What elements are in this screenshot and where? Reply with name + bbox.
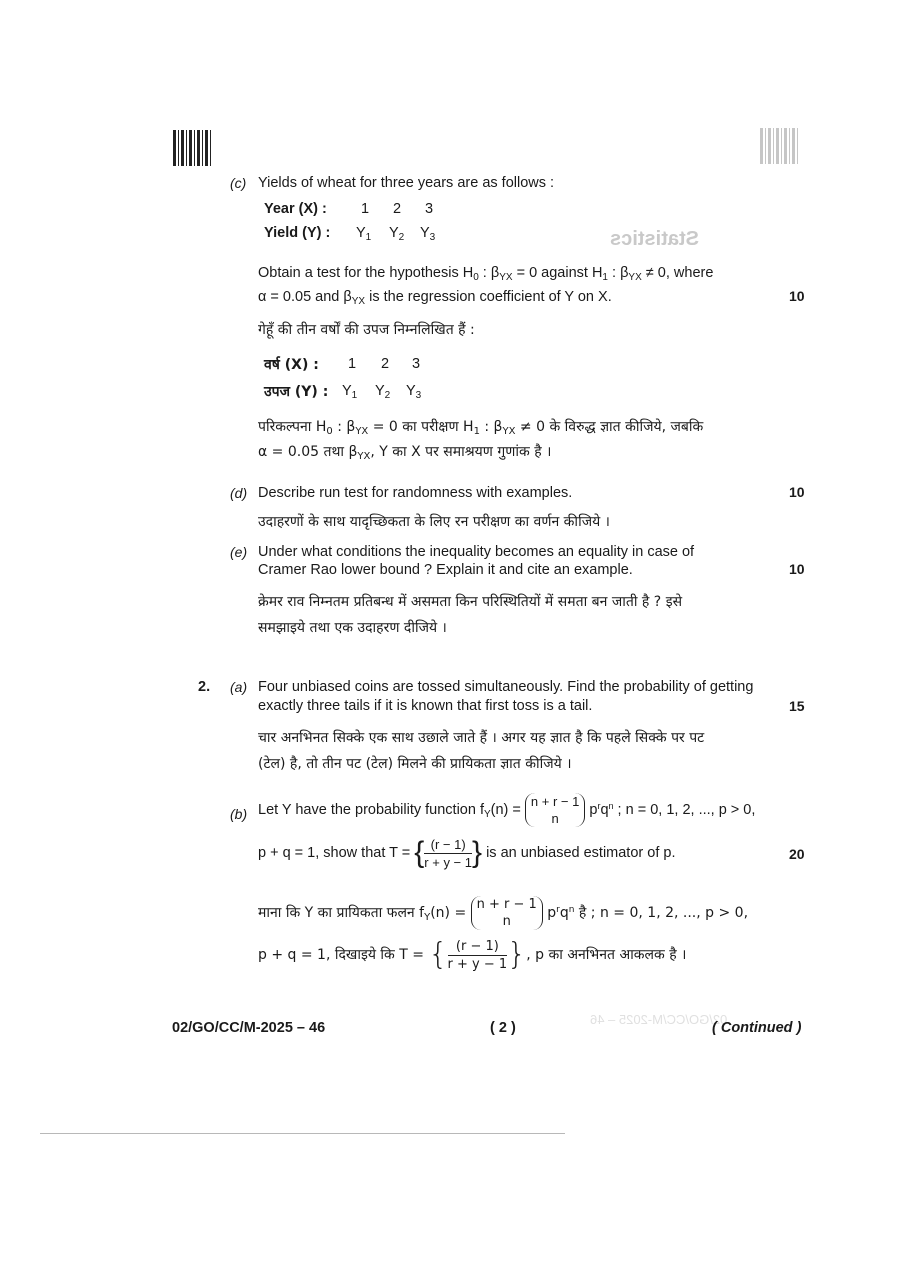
q2b-label: (b) — [230, 806, 248, 822]
q1c-year-label: Year (X) : — [264, 201, 327, 217]
q2a-label: (a) — [230, 679, 248, 695]
q2b-binomial: n + r − 1 n — [525, 793, 585, 827]
q1c-label: (c) — [230, 175, 247, 191]
q1c-hi-year-1: 1 — [348, 356, 357, 372]
q2a-hi-line1: चार अनभिनत सिक्के एक साथ उछाले जाते हैं । अगर यह ज्ञात है कि पहले सिक्के पर पट — [258, 730, 705, 746]
q1c-yield-2: $Y_2$ — [389, 225, 405, 243]
q1c-hi-yield-label: उपज (Y) : — [264, 384, 329, 400]
q1c-yield-label: Yield (Y) : — [264, 225, 331, 241]
q1e-hi-line1: क्रेमर राव निम्नतम प्रतिबन्ध में असमता किन परिस्थितियों में समता बन जाती है ? इसे — [258, 594, 683, 610]
show-through-heading: Statistics — [610, 228, 699, 250]
q1d-label: (d) — [230, 485, 248, 501]
q1c-hi-year-2: 2 — [381, 356, 390, 372]
q2a-en-line1: Four unbiased coins are tossed simultaneously. Find the probability of getting — [258, 679, 754, 695]
q1c-marks: 10 — [789, 288, 805, 304]
q2b-en-estimator-line: p + q = 1, show that T = { $\frac{(r - 1)}{r + y - 1}$ } is an unbiased estimator of p. — [258, 836, 676, 870]
footer-page-number: ( 2 ) — [490, 1020, 516, 1036]
q1c-hi-yield-1: $Y_1$ — [342, 383, 358, 401]
q1c-hi-yield-3: $Y_3$ — [406, 383, 422, 401]
q2a-marks: 15 — [789, 698, 805, 714]
q1e-hi-line2: समझाइये तथा एक उदाहरण दीजिये । — [258, 620, 447, 636]
q1c-yield-1: $Y_1$ — [356, 225, 372, 243]
q1c-hi-hypothesis-line: परिकल्पना $H_0$ : $\beta_{YX} = 0$ का परीक्षण $H_1$ : $\beta_{YX} \ne 0$ के विरुद्ध ज्ञात कीजिये, जबकि — [258, 419, 704, 437]
q1c-intro: Yields of wheat for three years are as follows : — [258, 175, 555, 191]
q1c-hi-year-label: वर्ष (X) : — [264, 357, 319, 373]
q2b-hi-estimator-line: p + q = 1, दिखाइये कि T = { $\frac{(r - 1)}{r + y - 1}$ }, p का अनभिनत आकलक है । — [258, 937, 687, 972]
q2b-hi-fraction: $\frac{(r - 1)}{r + y - 1}$ — [447, 938, 508, 972]
q1c-hi-intro: गेहूँ की तीन वर्षों की उपज निम्नलिखित हैं : — [258, 322, 475, 338]
q1c-hi-alpha-line: α = 0.05 तथा $\beta_{YX}$, Y का X पर समाश्रयण गुणांक है । — [258, 444, 552, 462]
q1c-yield-3: $Y_3$ — [420, 225, 436, 243]
q1e-en-line1: Under what conditions the inequality becomes an equality in case of — [258, 544, 695, 560]
q1d-hi: उदाहरणों के साथ यादृच्छिकता के लिए रन परीक्षण का वर्णन कीजिये । — [258, 514, 610, 530]
q1d-en: Describe run test for randomness with examples. — [258, 485, 573, 501]
q1c-year-2: 2 — [393, 201, 402, 217]
q2b-marks: 20 — [789, 846, 805, 862]
q2a-en-line2: exactly three tails if it is known that first toss is a tail. — [258, 698, 593, 714]
footer-exam-code: 02/GO/CC/M-2025 – 46 — [172, 1020, 326, 1036]
q1c-year-1: 1 — [361, 201, 370, 217]
qr-code — [173, 130, 211, 166]
q2b-hi-pmf-line: माना कि Y का प्रायिकता फलन $f_Y(n) = n + r - 1$ n $p^rq^n$ है ; n = 0, 1, 2, ..., p > 0, — [258, 897, 749, 929]
q2-number: 2. — [198, 679, 211, 695]
qr-code-show-through — [760, 128, 798, 164]
q1c-hi-yield-2: $Y_2$ — [375, 383, 391, 401]
q1c-en-alpha-line: α = 0.05 and $\beta_{YX}$ is the regression coefficient of Y on X. — [258, 289, 612, 307]
q2b-hi-binomial: n + r − 1 n — [471, 896, 543, 930]
q1d-marks: 10 — [789, 484, 805, 500]
q1e-marks: 10 — [789, 561, 805, 577]
footer-continued: ( Continued ) — [712, 1020, 802, 1036]
show-through-code: 02/GO/CC/M-2025 – 46 — [590, 1012, 728, 1027]
q2b-en-pmf-line: Let Y have the probability function $f_Y(n) = n + r - 1$ n $p^rq^n$ ; n = 0, 1, 2, ..., p > 0, — [258, 794, 756, 827]
q2a-hi-line2: (टेल) है, तो तीन पट (टेल) मिलने की प्रायिकता ज्ञात कीजिये । — [258, 756, 572, 772]
q2b-fraction: $\frac{(r - 1)}{r + y - 1}$ — [424, 836, 472, 870]
q1c-hi-year-3: 3 — [412, 356, 421, 372]
q1e-en-line2: Cramer Rao lower bound ? Explain it and cite an example. — [258, 562, 633, 578]
q1c-en-hypothesis-line: Obtain a test for the hypothesis $H_0$ : $\beta_{YX} = 0$ against $H_1$ : $\beta_{YX} \ne 0$, where — [258, 265, 714, 283]
q1e-label: (e) — [230, 544, 248, 560]
bottom-rule — [40, 1133, 565, 1134]
q1c-year-3: 3 — [425, 201, 434, 217]
